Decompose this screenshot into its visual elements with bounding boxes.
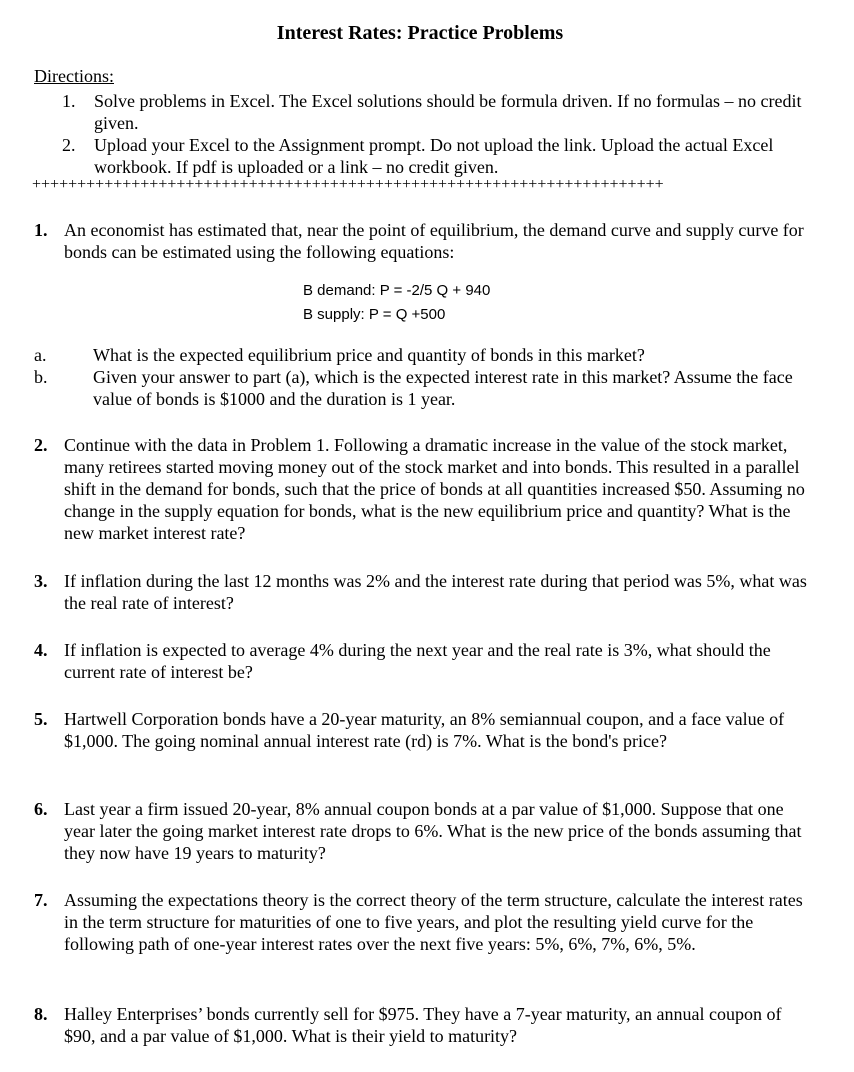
subpart-text: What is the expected equilibrium price and quantity of bonds in this market?: [93, 345, 645, 365]
demand-equation: B demand: P = -2/5 Q + 940: [303, 282, 491, 299]
subpart-label: a.: [34, 345, 47, 365]
directions-item-number: 1.: [62, 91, 76, 111]
problem-2: [34, 434, 814, 544]
problem-number: 3.: [34, 571, 48, 591]
problem-text: Hartwell Corporation bonds have a 20-year maturity, an 8% semiannual coupon, and a face value of $1,000. The going nominal annual interest rate (rd) is 7%. What is the bond's price?: [64, 709, 785, 751]
directions-item: [62, 90, 802, 134]
problem-number: 1.: [34, 220, 48, 240]
problem-number: 6.: [34, 799, 48, 819]
problem-text: An economist has estimated that, near the point of equilibrium, the demand curve and supply curve for bonds can be estimated using the following equations:: [64, 220, 804, 262]
problem-number: 5.: [34, 709, 48, 729]
problem-number: 4.: [34, 640, 48, 660]
subpart-label: b.: [34, 367, 48, 387]
subpart-b: [34, 366, 794, 410]
problem-5: [34, 708, 814, 752]
subpart-text: Given your answer to part (a), which is the expected interest rate in this market? Assume the face value of bonds is $1000 and the duration is 1 year.: [93, 367, 793, 409]
subpart-a: [34, 344, 794, 366]
problem-text: If inflation during the last 12 months was 2% and the interest rate during that period was 5%, what was the real rate of interest?: [64, 571, 807, 613]
directions-label: Directions:: [34, 66, 114, 86]
plus-divider: ++++++++++++++++++++++++++++++++++++++++++++++++++++++++++++++++++++++: [32, 176, 664, 193]
directions-item-number: 2.: [62, 135, 76, 155]
page-title: Interest Rates: Practice Problems: [276, 22, 564, 44]
problem-number: 8.: [34, 1004, 48, 1024]
directions-item-text: Upload your Excel to the Assignment prompt. Do not upload the link. Upload the actual Excel workbook. If pdf is uploaded or a link – no credit given.: [94, 135, 774, 177]
problem-text: Continue with the data in Problem 1. Following a dramatic increase in the value of the stock market, many retirees started moving money out of the stock market and into bonds. This resulted in a parallel shift in the demand for bonds, such that the price of bonds at all quantities increased $50. Assuming no change in the supply equation for bonds, what is the new equilibrium price and quantity? What is the new market interest rate?: [64, 435, 805, 543]
problem-text: Assuming the expectations theory is the correct theory of the term structure, calculate the interest rates in the term structure for maturities of one to five years, and plot the resulting yield curve for the following path of one-year interest rates over the next five years: 5%, 6%, 7%, 6%, 5%.: [64, 890, 803, 954]
problem-number: 2.: [34, 435, 48, 455]
problem-1: [34, 219, 814, 263]
supply-equation: B supply: P = Q +500: [303, 306, 446, 323]
problem-text: Last year a firm issued 20-year, 8% annual coupon bonds at a par value of $1,000. Suppose that one year later the going market interest rate drops to 6%. What is the new price of the bonds assuming that they now have 19 years to maturity?: [64, 799, 802, 863]
problem-4: [34, 639, 814, 683]
problem-8: [34, 1003, 814, 1047]
problem-text: If inflation is expected to average 4% during the next year and the real rate is 3%, what should the current rate of interest be?: [64, 640, 771, 682]
problem-number: 7.: [34, 890, 48, 910]
directions-list: [62, 90, 802, 178]
problem-6: [34, 798, 814, 864]
problem-7: [34, 889, 814, 955]
problem-text: Halley Enterprises’ bonds currently sell for $975. They have a 7-year maturity, an annual coupon of $90, and a par value of $1,000. What is their yield to maturity?: [64, 1004, 782, 1046]
directions-item-text: Solve problems in Excel. The Excel solutions should be formula driven. If no formulas – no credit given.: [94, 91, 802, 133]
directions-item: [62, 134, 802, 178]
problem-3: [34, 570, 814, 614]
